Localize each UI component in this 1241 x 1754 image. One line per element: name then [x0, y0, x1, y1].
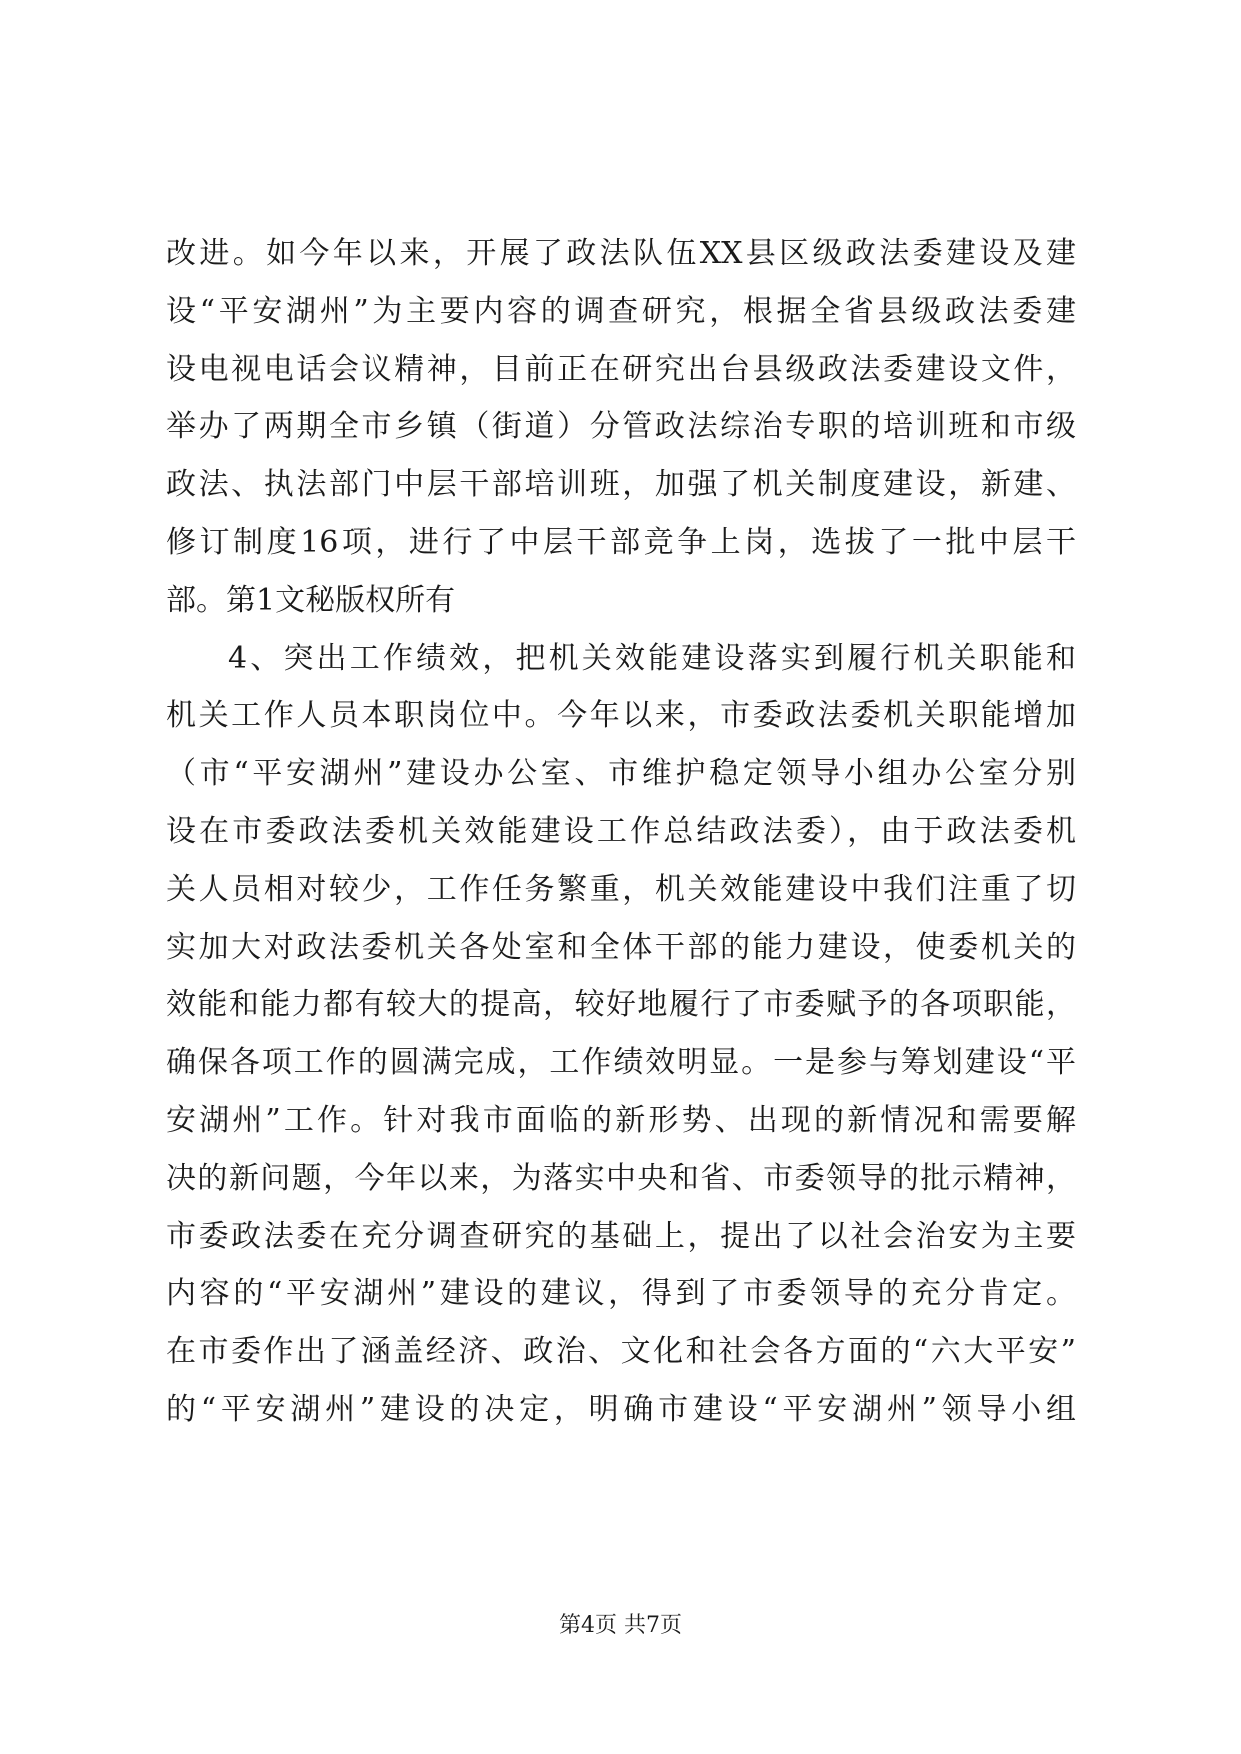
text-line: 内容的“平安湖州”建设的建议，得到了市委领导的充分肯定。	[166, 1276, 1076, 1312]
text-line: 效能和能力都有较大的提高，较好地履行了市委赋予的各项职能，	[166, 987, 1076, 1023]
text-line: 设在市委政法委机关效能建设工作总结政法委），由于政法委机	[166, 813, 1076, 849]
text-line: 举办了两期全市乡镇（街道）分管政法综治专职的培训班和市级	[166, 409, 1076, 445]
text-line: 实加大对政法委机关各处室和全体干部的能力建设，使委机关的	[166, 929, 1076, 965]
text-line: 设“平安湖州”为主要内容的调查研究，根据全省县级政法委建	[166, 293, 1076, 329]
text-line: 设电视电话会议精神，目前正在研究出台县级政法委建设文件，	[166, 351, 1076, 387]
page-number-footer: 第4页 共7页	[559, 1613, 682, 1638]
text-line: 部。第1文秘版权所有	[166, 582, 456, 618]
text-line: （市“平安湖州”建设办公室、市维护稳定领导小组办公室分别	[166, 756, 1076, 792]
text-line: 修订制度16项，进行了中层干部竞争上岗，选拔了一批中层干	[166, 524, 1076, 560]
text-line: 决的新问题，今年以来，为落实中央和省、市委领导的批示精神，	[166, 1160, 1076, 1196]
text-line: 机关工作人员本职岗位中。今年以来，市委政法委机关职能增加	[166, 698, 1076, 734]
text-line: 在市委作出了涵盖经济、政治、文化和社会各方面的“六大平安”	[166, 1334, 1076, 1370]
text-line: 市委政法委在充分调查研究的基础上，提出了以社会治安为主要	[166, 1218, 1076, 1254]
text-line: 确保各项工作的圆满完成，工作绩效明显。一是参与筹划建设“平	[166, 1045, 1076, 1081]
text-line: 政法、执法部门中层干部培训班，加强了机关制度建设，新建、	[166, 467, 1076, 503]
paragraph-start-line: 4、突出工作绩效，把机关效能建设落实到履行机关职能和	[228, 640, 1076, 676]
text-line: 的“平安湖州”建设的决定，明确市建设“平安湖州”领导小组	[166, 1391, 1076, 1427]
body-text	[166, 225, 1076, 1439]
text-line: 关人员相对较少，工作任务繁重，机关效能建设中我们注重了切	[166, 871, 1076, 907]
text-line: 改进。如今年以来，开展了政法队伍XX县区级政法委建设及建	[166, 236, 1076, 271]
text-line: 安湖州”工作。针对我市面临的新形势、出现的新情况和需要解	[166, 1102, 1076, 1138]
